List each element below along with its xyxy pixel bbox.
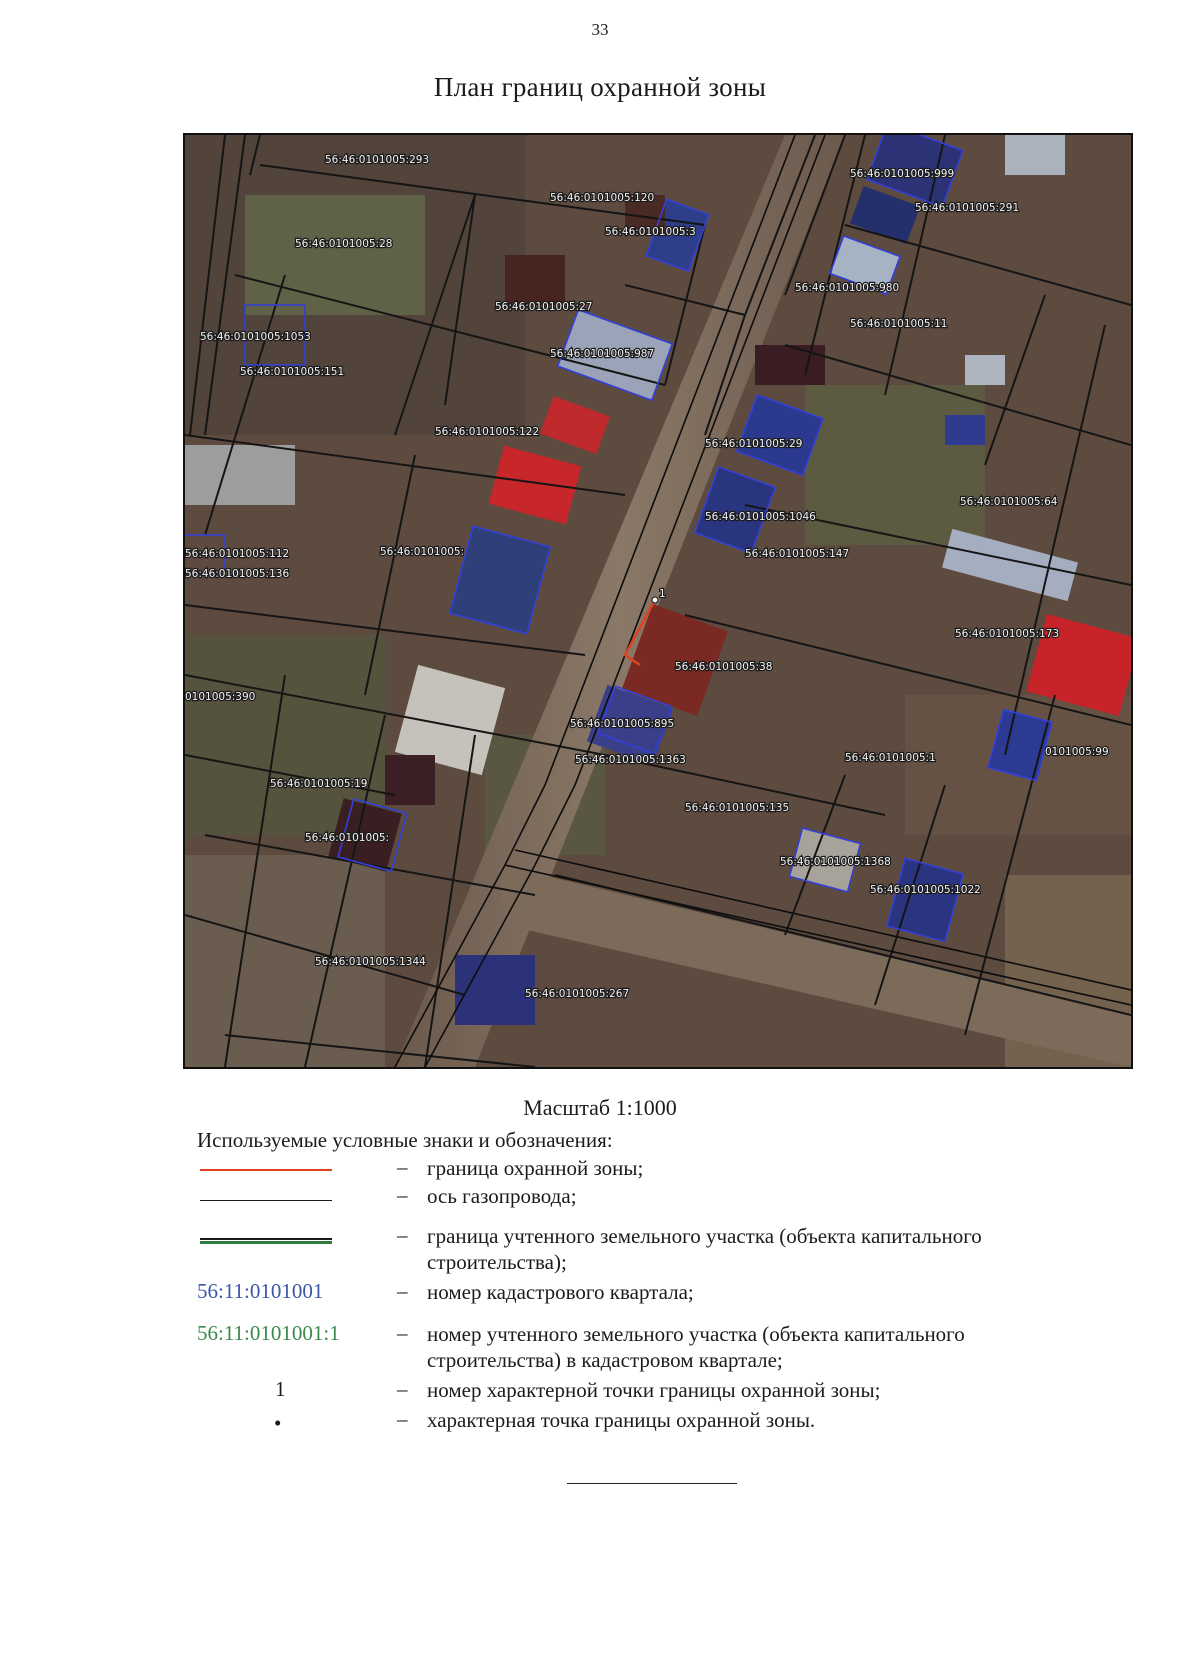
parcel-label: 56:46:0101005:38	[675, 661, 773, 673]
parcel-label: 56:46:0101005:1046	[705, 511, 816, 523]
cadastral-quarter-sample: 56:11:0101001	[197, 1279, 324, 1303]
legend-description: номер кадастрового квартала;	[427, 1280, 694, 1304]
parcel-label: 56:46:0101005:147	[745, 548, 850, 560]
parcel-label: 56:46:0101005:999	[850, 168, 955, 180]
parcel-label: 0101005:390	[185, 691, 256, 703]
parcel-label: 56:46:0101005:	[380, 546, 465, 558]
parcel-label: 56:46:0101005:987	[550, 348, 655, 360]
parcel-label: 56:46:0101005:173	[955, 628, 1060, 640]
garden-area	[245, 195, 425, 315]
zone-point	[652, 597, 658, 603]
map-scale: Масштаб 1:1000	[523, 1095, 677, 1120]
parcel-label: 56:46:0101005:64	[960, 496, 1058, 508]
legend-dash: –	[397, 1377, 408, 1401]
aerial-map	[183, 133, 1133, 1069]
page-number: 33	[591, 20, 609, 39]
point-number-sample: 1	[275, 1377, 286, 1401]
legend-description: ось газопровода;	[427, 1184, 577, 1208]
legend-dash: –	[397, 1279, 408, 1303]
parcel-label: 56:46:0101005:1363	[575, 754, 686, 766]
parcel-label: 56:46:0101005:27	[495, 301, 593, 313]
map-canvas	[185, 135, 1131, 1067]
parcel-label: 56:46:0101005:112	[185, 548, 290, 560]
legend-dash: –	[397, 1183, 408, 1207]
parcel-label: 56:46:0101005:136	[185, 568, 290, 580]
legend-dash: –	[397, 1321, 408, 1345]
parcel-label: 56:46:0101005:135	[685, 802, 790, 814]
legend-description: граница охранной зоны;	[427, 1156, 644, 1180]
black-line-symbol	[200, 1200, 332, 1201]
legend-description: номер учтенного земельного участка (объекта капитального строительства) в кадастровом квартале;	[427, 1322, 965, 1372]
legend-heading: Используемые условные знаки и обозначения:	[197, 1128, 613, 1152]
parcel-label: 56:46:0101005:1053	[200, 331, 311, 343]
parcel-label: 56:46:0101005:120	[550, 192, 655, 204]
legend-dash: –	[397, 1223, 408, 1247]
parcel-label: 56:46:0101005:	[305, 832, 390, 844]
legend-description: граница учтенного земельного участка (объекта капитального строительства);	[427, 1224, 982, 1274]
parcel-label: 56:46:0101005:19	[270, 778, 368, 790]
parcel-label: 56:46:0101005:1344	[315, 956, 426, 968]
legend-description: номер характерной точки границы охранной зоны;	[427, 1378, 881, 1402]
zone-point-number: 1	[659, 588, 666, 600]
parcel-number-sample: 56:11:0101001:1	[197, 1321, 340, 1345]
parcel-label: 56:46:0101005:28	[295, 238, 393, 250]
parcel-label: 56:46:0101005:1	[845, 752, 936, 764]
parcel-label: 56:46:0101005:151	[240, 366, 345, 378]
point-dot-icon: •	[274, 1411, 282, 1435]
page-title: План границ охранной зоны	[433, 72, 767, 102]
parcel-label: 56:46:0101005:293	[325, 154, 430, 166]
parcel-label: 56:46:0101005:11	[850, 318, 948, 330]
legend-dash: –	[397, 1155, 408, 1179]
parcel-label: 56:46:0101005:122	[435, 426, 540, 438]
legend-description: характерная точка границы охранной зоны.	[427, 1408, 816, 1432]
parcel-label: 56:46:0101005:267	[525, 988, 630, 1000]
parcel-label: 0101005:99	[1045, 746, 1109, 758]
parcel-label: 56:46:0101005:291	[915, 202, 1020, 214]
red-line-symbol	[200, 1169, 332, 1171]
green-line-symbol	[200, 1238, 332, 1244]
parcel-label: 56:46:0101005:1022	[870, 884, 981, 896]
parcel-label: 56:46:0101005:895	[570, 718, 675, 730]
footer-divider	[567, 1483, 737, 1484]
parcel-label: 56:46:0101005:1368	[780, 856, 891, 868]
parcel-label: 56:46:0101005:3	[605, 226, 696, 238]
parcel-label: 56:46:0101005:980	[795, 282, 900, 294]
legend-dash: –	[397, 1407, 408, 1431]
parcel-label: 56:46:0101005:29	[705, 438, 803, 450]
